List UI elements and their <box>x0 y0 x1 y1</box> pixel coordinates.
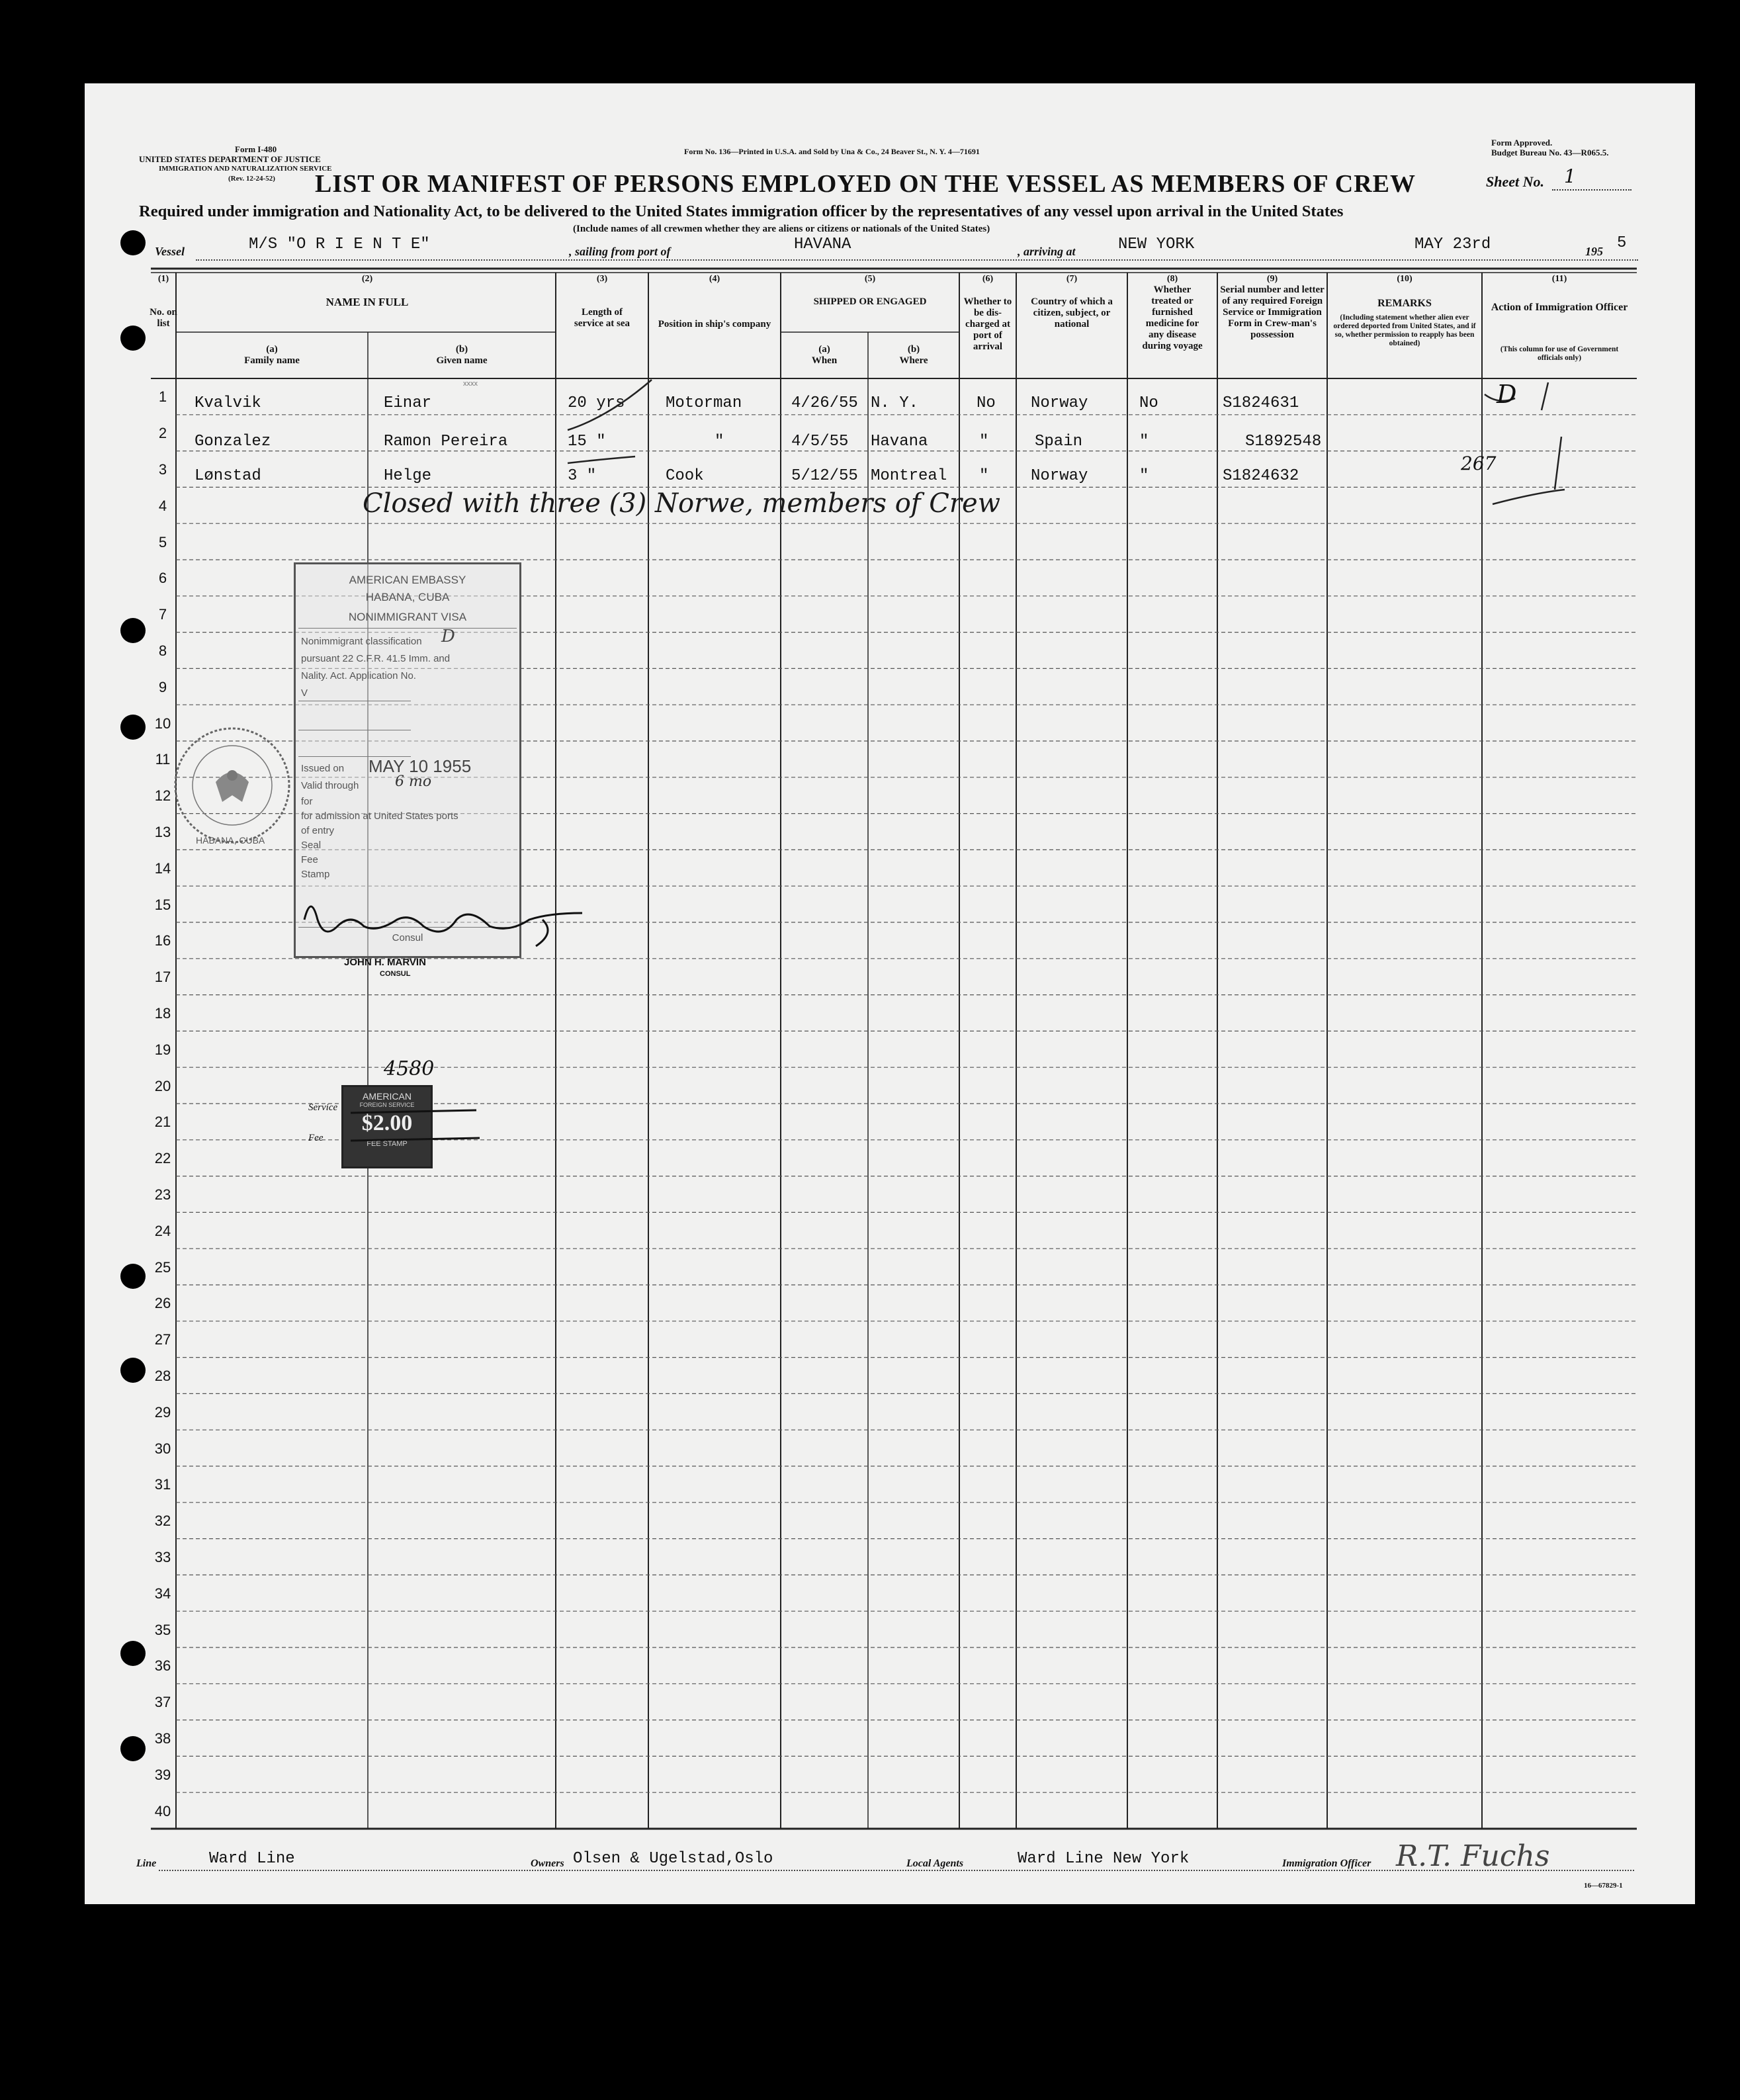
row-number: 18 <box>154 1005 171 1022</box>
col3-number: (3) <box>596 274 608 284</box>
service-length: 15 " <box>568 433 606 451</box>
row-number: 6 <box>158 570 167 587</box>
col11-note: (This column for use of Government officials only) <box>1500 345 1619 362</box>
owners-label: Owners <box>531 1858 564 1869</box>
col2-number: (2) <box>361 274 373 284</box>
stamp-entry: of entry <box>301 825 335 836</box>
officer-signature: R.T. Fuchs <box>1396 1839 1550 1873</box>
col11-label: Action of Immigration Officer <box>1491 302 1628 313</box>
stamp-class-label: Nonimmigrant classification <box>301 636 422 647</box>
service-length: 3 " <box>568 467 597 485</box>
position: Cook <box>666 467 704 485</box>
stamp-issued-label: Issued on <box>301 763 345 774</box>
col9-number: (9) <box>1266 274 1278 284</box>
shipped-where: Montreal <box>871 467 947 485</box>
vessel-label: Vessel <box>155 245 185 258</box>
stamp-line-3: NONIMMIGRANT VISA <box>348 611 467 623</box>
row-number: 5 <box>158 533 167 550</box>
dept-line-1: UNITED STATES DEPARTMENT OF JUSTICE <box>139 154 321 164</box>
row-number: 34 <box>154 1585 171 1602</box>
family-name: Gonzalez <box>195 433 271 451</box>
row-number: 12 <box>154 787 171 805</box>
row-number: 14 <box>154 859 171 877</box>
row-number: 25 <box>154 1258 171 1276</box>
row-number: 36 <box>154 1657 171 1675</box>
footer-line <box>159 1870 1634 1871</box>
col7-label: Country of which a citizen, subject, or national <box>1031 296 1113 329</box>
discharged: No <box>977 394 996 412</box>
row-number: 15 <box>154 896 171 913</box>
row-number: 35 <box>154 1621 171 1638</box>
row-number: 1 <box>158 388 167 406</box>
sailing-port: HAVANA <box>794 236 851 253</box>
treated: " <box>1139 467 1149 485</box>
col4-label: Position in ship's company <box>658 319 771 329</box>
col9-label: Serial number and letter of any required Foreign Service or Immigration Form in Crew-man's possession <box>1220 284 1325 340</box>
fee-number: 4580 <box>384 1057 435 1080</box>
consul-signature <box>291 880 595 959</box>
fee-label: Fee <box>308 1133 324 1143</box>
col4-number: (4) <box>709 274 720 284</box>
stamp-line-1: AMERICAN EMBASSY <box>349 574 466 586</box>
row-number: 2 <box>158 425 167 442</box>
row-number: 22 <box>154 1150 171 1167</box>
country: Norway <box>1031 394 1088 412</box>
fee-stamp-sub: FOREIGN SERVICE <box>359 1102 415 1108</box>
stamp-admission: for admission at United States ports <box>301 810 458 822</box>
approval-line-2: Budget Bureau No. 43—R065.5. <box>1491 148 1609 157</box>
shipped-when: 5/12/55 <box>791 467 858 485</box>
row-number: 24 <box>154 1222 171 1239</box>
col6-number: (6) <box>982 274 994 284</box>
row-number: 29 <box>154 1403 171 1421</box>
arrival-date: MAY 23rd <box>1414 236 1491 253</box>
row-number: 10 <box>154 715 171 732</box>
page-title: LIST OR MANIFEST OF PERSONS EMPLOYED ON THE VESSEL AS MEMBERS OF CREW <box>315 170 1416 198</box>
col8-label: Whether treated or furnished medicine for any disease during voyage <box>1142 284 1203 351</box>
position: " <box>715 433 724 451</box>
agents-value: Ward Line New York <box>1018 1850 1190 1868</box>
treated: No <box>1139 394 1158 412</box>
col5b-text: Where <box>899 355 928 366</box>
row-number: 30 <box>154 1440 171 1457</box>
shipped-when: 4/5/55 <box>791 433 849 451</box>
col11-mark: D <box>1497 380 1517 409</box>
shipped-when: 4/26/55 <box>791 394 858 412</box>
col10-note: (Including statement whether alien ever ordered deported from United States, and if so, whether permission to reapply has been obtained) <box>1333 314 1476 347</box>
form-code: 16—67829-1 <box>1584 1882 1623 1890</box>
year-prefix: 195 <box>1585 245 1603 258</box>
stamp-valid-value: 6 mo <box>395 773 432 790</box>
row-number: 4 <box>158 497 167 514</box>
vessel-name: M/S "O R I E N T E" <box>249 236 430 253</box>
row-number: 38 <box>154 1730 171 1747</box>
revision: (Rev. 12-24-52) <box>228 175 275 183</box>
col2-label: NAME IN FULL <box>326 296 409 308</box>
row-number: 16 <box>154 932 171 949</box>
form-id: Form I-480 <box>235 144 277 154</box>
treated: " <box>1139 433 1149 451</box>
stamp-nality: Nality. Act. Application No. <box>301 670 416 681</box>
arriving-port: NEW YORK <box>1118 236 1195 253</box>
row-number: 21 <box>154 1114 171 1131</box>
approval-line-1: Form Approved. <box>1491 138 1553 148</box>
row-number: 8 <box>158 642 167 659</box>
row-number: 13 <box>154 824 171 840</box>
stamp-class-value: D <box>441 627 455 646</box>
owners-value: Olsen & Ugelstad,Oslo <box>573 1850 773 1868</box>
given-name: Helge <box>384 467 432 485</box>
stamp-line-2: HABANA, CUBA <box>365 591 450 603</box>
row-number: 40 <box>154 1802 171 1819</box>
consul-name: JOHN H. MARVIN <box>344 957 426 968</box>
family-name: Lønstad <box>195 467 261 485</box>
country: Spain <box>1035 433 1083 451</box>
service-length: 20 yrs <box>568 394 625 412</box>
stamp-v: V <box>301 687 308 699</box>
stamp-consul-label: Consul <box>392 932 423 943</box>
embassy-seal <box>169 722 295 848</box>
row-number: 37 <box>154 1694 171 1711</box>
col2a-number: (a) <box>266 344 278 355</box>
col10-label: REMARKS <box>1377 298 1432 309</box>
sheet-number: 1 <box>1564 165 1576 187</box>
remark-267: 267 <box>1461 453 1497 474</box>
row-number: 3 <box>158 461 167 478</box>
sheet-label: Sheet No. <box>1486 173 1544 190</box>
col1-number: (1) <box>157 274 169 284</box>
col5-label: SHIPPED OR ENGAGED <box>813 296 927 307</box>
fee-stamp-top: AMERICAN <box>363 1091 412 1102</box>
row-number: 28 <box>154 1368 171 1384</box>
col2b-text: Given name <box>436 355 488 366</box>
col7-number: (7) <box>1066 274 1078 284</box>
row-number: 7 <box>158 606 167 623</box>
officer-label: Immigration Officer <box>1282 1858 1371 1869</box>
row-number: 26 <box>154 1295 171 1312</box>
row-number: 27 <box>154 1331 171 1348</box>
agents-label: Local Agents <box>906 1858 964 1869</box>
shipped-where: Havana <box>871 433 928 451</box>
col2a-text: Family name <box>244 355 300 366</box>
line-label: Line <box>136 1858 157 1869</box>
dept-line-2: IMMIGRATION AND NATURALIZATION SERVICE <box>159 165 332 173</box>
service-label: Service <box>308 1102 338 1113</box>
consul-title: CONSUL <box>380 970 411 978</box>
country: Norway <box>1031 467 1088 485</box>
family-name: Kvalvik <box>195 394 261 412</box>
stamp-valid-label: Valid through <box>301 780 359 791</box>
shipped-where: N. Y. <box>871 394 919 412</box>
subtitle: Required under immigration and Nationality Act, to be delivered to the United States immigration officer by the representatives of any vessel upon arrival in the United States <box>139 202 1344 220</box>
stamp-issued-date: MAY 10 1955 <box>369 756 472 776</box>
closing-note: Closed with three (3) Norwe, members of Crew <box>363 488 1000 519</box>
col11-number: (11) <box>1551 274 1567 284</box>
sailing-label: , sailing from port of <box>569 245 671 258</box>
serial: S1892548 <box>1245 433 1322 451</box>
col6-label: Whether to be dis-charged at port of arrival <box>963 296 1012 352</box>
row-number: 33 <box>154 1549 171 1565</box>
row-number: 17 <box>154 969 171 986</box>
col2b-number: (b) <box>455 344 468 355</box>
serial: S1824632 <box>1223 467 1299 485</box>
col5b-number: (b) <box>907 344 920 355</box>
row-number: 11 <box>155 751 171 768</box>
row-number: 9 <box>158 678 167 695</box>
stamp-for: for <box>301 796 313 807</box>
row-number: 31 <box>154 1476 171 1493</box>
serial: S1824631 <box>1223 394 1299 412</box>
position: Motorman <box>666 394 742 412</box>
col5a-number: (a) <box>818 344 830 355</box>
seal-text: HABANA, CUBA <box>196 835 265 846</box>
col1-label: No. on list <box>150 307 177 329</box>
given-name: Einar <box>384 394 432 412</box>
subtitle-note: (Include names of all crewmen whether they are aliens or citizens or nationals of the United States) <box>573 224 990 234</box>
row-number: 39 <box>154 1766 171 1783</box>
row-number: 32 <box>154 1512 171 1530</box>
row-number: 19 <box>154 1041 171 1058</box>
stamp-stamp: Stamp <box>301 869 330 880</box>
row-number: 20 <box>154 1077 171 1094</box>
col5-number: (5) <box>864 274 876 284</box>
arriving-label: , arriving at <box>1018 245 1076 258</box>
col10-number: (10) <box>1397 274 1413 284</box>
year-suffix: 5 <box>1617 234 1627 252</box>
row-number: 23 <box>154 1186 171 1203</box>
discharged: " <box>979 467 989 485</box>
discharged: " <box>979 433 989 451</box>
stamp-divider <box>298 628 517 629</box>
printer-note: Form No. 136—Printed in U.S.A. and Sold by Una & Co., 24 Beaver St., N. Y. 4—71691 <box>684 147 980 156</box>
stamp-seal: Seal <box>301 840 322 851</box>
stamp-fee: Fee <box>301 854 318 865</box>
fee-stamp-cancel <box>344 1098 490 1151</box>
fee-stamp-bottom: FEE STAMP <box>367 1140 408 1148</box>
col3-label: Length of service at sea <box>574 307 631 329</box>
line-value: Ward Line <box>209 1850 295 1868</box>
col8-number: (8) <box>1166 274 1178 284</box>
fee-stamp-value: $2.00 <box>361 1111 413 1135</box>
given-name: Ramon Pereira <box>384 433 508 451</box>
xxxx-mark: xxxx <box>463 380 478 388</box>
stamp-pursuant: pursuant 22 C.F.R. 41.5 Imm. and <box>301 653 451 664</box>
col5a-text: When <box>811 355 838 366</box>
